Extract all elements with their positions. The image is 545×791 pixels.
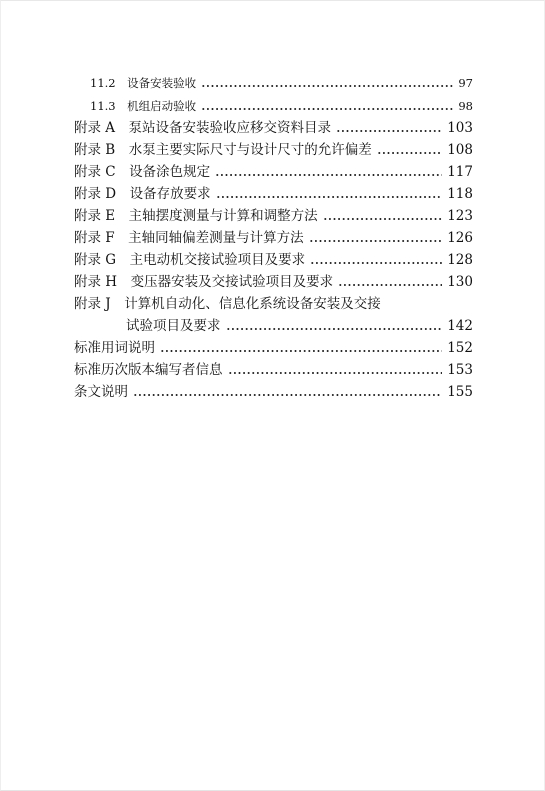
toc-entry-terms[interactable] <box>1 337 545 359</box>
toc-entry-page: 126 <box>444 227 473 249</box>
toc-entry-label: 标准历次版本编写者信息 <box>74 359 226 381</box>
toc-entry-appendix-h[interactable] <box>1 271 545 293</box>
toc-entry-label: 附录 H 变压器安装及交接试验项目及要求 <box>74 271 336 293</box>
toc-entry-page: 108 <box>444 139 473 161</box>
toc-leader-dots <box>336 117 442 139</box>
toc-entry-label: 附录 J 计算机自动化、信息化系统设备安装及交接 <box>74 293 384 315</box>
toc-entry-page: 155 <box>444 381 473 403</box>
toc-entry-appendix-b[interactable] <box>1 139 545 161</box>
toc-leader-dots <box>323 205 443 227</box>
toc-leader-dots <box>310 249 442 271</box>
toc-leader-dots <box>216 183 443 205</box>
toc-entry-appendix-d[interactable] <box>1 183 545 205</box>
toc-leader-dots <box>133 381 442 403</box>
toc-leader-dots <box>226 315 443 337</box>
toc-leader-dots <box>309 227 443 249</box>
toc-entry-page: 153 <box>444 359 473 381</box>
toc-leader-dots <box>228 359 443 381</box>
toc-entry-page: 130 <box>444 271 473 293</box>
toc-entry-label: 附录 G 主电动机交接试验项目及要求 <box>74 249 308 271</box>
toc-leader-dots <box>201 95 453 117</box>
toc-entry-appendix-e[interactable] <box>1 205 545 227</box>
toc-entry-appendix-g[interactable] <box>1 249 545 271</box>
toc-entry-11-3[interactable] <box>1 95 545 117</box>
toc-entry-appendix-j[interactable] <box>1 293 545 315</box>
toc-leader-dots <box>215 161 442 183</box>
toc-entry-label: 附录 C 设备涂色规定 <box>74 161 213 183</box>
toc-entry-label: 附录 A 泵站设备安装验收应移交资料目录 <box>74 117 334 139</box>
toc-entry-page: 128 <box>444 249 473 271</box>
toc-entry-label: 11.2 设备安装验收 <box>90 72 199 94</box>
toc-entry-page: 152 <box>444 337 473 359</box>
toc-entry-appendix-a[interactable] <box>1 117 545 139</box>
toc-entry-label: 试验项目及要求 <box>126 315 224 337</box>
toc-entry-page: 103 <box>444 117 473 139</box>
toc-entry-page: 142 <box>444 315 473 337</box>
toc-entry-label: 附录 D 设备存放要求 <box>74 183 214 205</box>
toc-entry-page: 123 <box>444 205 473 227</box>
toc-leader-dots <box>160 337 442 359</box>
toc-entry-label: 附录 B 水泵主要实际尺寸与设计尺寸的允许偏差 <box>74 139 375 161</box>
toc-entry-page: 97 <box>455 72 473 94</box>
toc-entry-label: 条文说明 <box>74 381 131 403</box>
toc-entry-appendix-c[interactable] <box>1 161 545 183</box>
toc-leader-dots <box>201 72 453 94</box>
toc-entry-appendix-f[interactable] <box>1 227 545 249</box>
toc-entry-label: 附录 E 主轴摆度测量与计算和调整方法 <box>74 205 321 227</box>
toc-leader-dots <box>377 139 443 161</box>
toc-entry-page: 98 <box>455 95 473 117</box>
toc-entry-page: 117 <box>444 161 473 183</box>
toc-entry-clause-explanation[interactable] <box>1 381 545 403</box>
toc-entry-version-history[interactable] <box>1 359 545 381</box>
toc-entry-label: 11.3 机组启动验收 <box>90 95 199 117</box>
toc-leader-dots <box>338 271 442 293</box>
toc-entry-11-2[interactable] <box>1 72 545 94</box>
toc-entry-label: 标准用词说明 <box>74 337 158 359</box>
toc-entry-page: 118 <box>444 183 473 205</box>
toc-entry-label: 附录 F 主轴同轴偏差测量与计算方法 <box>74 227 307 249</box>
toc-entry-appendix-j-continued[interactable] <box>1 315 545 337</box>
